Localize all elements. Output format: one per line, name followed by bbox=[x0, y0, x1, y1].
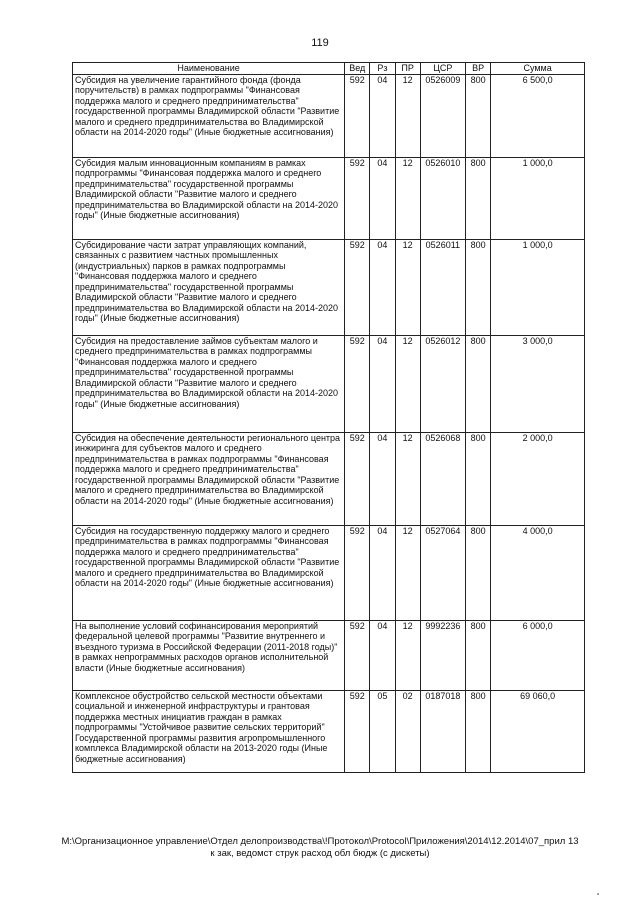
footer-path-line: M:\Организационное управление\Отдел делопроизводства\!Протокол\Protocol\Приложения\2014\12.2014\07_прил 13 bbox=[61, 836, 579, 847]
row-sum: 1 000,0 bbox=[491, 239, 585, 335]
page-number: 119 bbox=[311, 37, 329, 49]
row-pr: 12 bbox=[395, 432, 420, 525]
row-name: Субсидия на обеспечение деятельности регионального центра инжиринга для субъектов малого и среднего предпринимательства в рамках подпрограммы "Финансовая поддержка малого и среднего предпринимательства" государственной программы Владимирской области "Развитие малого и среднего предпринимательства во Владимирской области на 2014-2020 годы" (Иные бюджетные ассигнования) bbox=[73, 432, 345, 525]
table-row bbox=[73, 432, 585, 525]
row-csr: 0527064 bbox=[420, 525, 465, 620]
row-sum: 2 000,0 bbox=[491, 432, 585, 525]
table-row bbox=[73, 74, 585, 157]
row-rz: 04 bbox=[370, 74, 395, 157]
table-row bbox=[73, 239, 585, 335]
file-path-footer bbox=[0, 836, 640, 860]
row-csr: 0526068 bbox=[420, 432, 465, 525]
table-row bbox=[73, 525, 585, 620]
row-csr: 0526010 bbox=[420, 157, 465, 239]
row-ved: 592 bbox=[345, 525, 370, 620]
row-name: Комплексное обустройство сельской местности объектами социальной и инженерной инфраструктуры и грантовая поддержка местных инициатив граждан в рамках подпрограммы "Устойчивое развитие сельских территорий" Государственной программы развития агропромышленного комплекса Владимирской области на 2013-2020 годы (Иные бюджетные ассигнования) bbox=[73, 690, 345, 772]
row-csr: 0526011 bbox=[420, 239, 465, 335]
header-ved: Вед bbox=[345, 63, 370, 75]
row-name: Субсидия малым инновационным компаниям в рамках подпрограммы "Финансовая поддержка малого и среднего предпринимательства" государственной программы Владимирской области "Развитие малого и среднего предпринимательства во Владимирской области на 2014-2020 годы" (Иные бюджетные ассигнования) bbox=[73, 157, 345, 239]
header-vr: ВР bbox=[466, 63, 491, 75]
row-ved: 592 bbox=[345, 690, 370, 772]
row-rz: 04 bbox=[370, 525, 395, 620]
row-name: Субсидирование части затрат управляющих компаний, связанных с развитием частных промышленных (индустриальных) парков в рамках подпрограммы "Финансовая поддержка малого и среднего предпринимательства" государственной программы Владимирской области "Развитие малого и среднего предпринимательства во Владимирской области на 2014-2020 годы" (Иные бюджетные ассигнования) bbox=[73, 239, 345, 335]
row-rz: 04 bbox=[370, 335, 395, 432]
row-pr: 12 bbox=[395, 157, 420, 239]
row-sum: 6 000,0 bbox=[491, 620, 585, 690]
row-vr: 800 bbox=[466, 620, 491, 690]
row-ved: 592 bbox=[345, 432, 370, 525]
row-pr: 12 bbox=[395, 335, 420, 432]
row-name: Субсидия на предоставление займов субъектам малого и среднего предпринимательства в рамках подпрограммы "Финансовая поддержка малого и среднего предпринимательства" государственной программы Владимирской области "Развитие малого и среднего предпринимательства во Владимирской области на 2014-2020 годы" (Иные бюджетные ассигнования) bbox=[73, 335, 345, 432]
row-rz: 04 bbox=[370, 239, 395, 335]
header-rz: Рз bbox=[370, 63, 395, 75]
row-rz: 04 bbox=[370, 157, 395, 239]
row-name: Субсидия на государственную поддержку малого и среднего предпринимательства в рамках подпрограммы "Финансовая поддержка малого и среднего предпринимательства" государственной программы Владимирской области "Развитие малого и среднего предпринимательства во Владимирской области на 2014-2020 годы" (Иные бюджетные ассигнования) bbox=[73, 525, 345, 620]
table-row bbox=[73, 335, 585, 432]
table-row bbox=[73, 157, 585, 239]
row-pr: 12 bbox=[395, 620, 420, 690]
header-pr: ПР bbox=[395, 63, 420, 75]
header-sum: Сумма bbox=[491, 63, 585, 75]
row-name: Субсидия на увеличение гарантийного фонда (фонда поручительств) в рамках подпрограммы "Финансовая поддержка малого и среднего предпринимательства" государственной программы Владимирской области "Развитие малого и среднего предпринимательства во Владимирской области на 2014-2020 годы" (Иные бюджетные ассигнования) bbox=[73, 74, 345, 157]
row-vr: 800 bbox=[466, 525, 491, 620]
row-pr: 12 bbox=[395, 525, 420, 620]
row-csr: 0187018 bbox=[420, 690, 465, 772]
row-pr: 12 bbox=[395, 74, 420, 157]
row-sum: 69 060,0 bbox=[491, 690, 585, 772]
row-sum: 6 500,0 bbox=[491, 74, 585, 157]
row-ved: 592 bbox=[345, 239, 370, 335]
row-pr: 12 bbox=[395, 239, 420, 335]
row-csr: 0526009 bbox=[420, 74, 465, 157]
row-csr: 0526012 bbox=[420, 335, 465, 432]
row-csr: 9992236 bbox=[420, 620, 465, 690]
row-ved: 592 bbox=[345, 335, 370, 432]
row-vr: 800 bbox=[466, 157, 491, 239]
row-rz: 05 bbox=[370, 690, 395, 772]
row-vr: 800 bbox=[466, 690, 491, 772]
row-rz: 04 bbox=[370, 432, 395, 525]
row-vr: 800 bbox=[466, 335, 491, 432]
table-row bbox=[73, 620, 585, 690]
row-rz: 04 bbox=[370, 620, 395, 690]
row-pr: 02 bbox=[395, 690, 420, 772]
header-csr: ЦСР bbox=[420, 63, 465, 75]
table-row bbox=[73, 690, 585, 772]
footer-description-line: к зак, ведомст струк расход обл бюдж (с дискеты) bbox=[210, 848, 430, 859]
row-sum: 3 000,0 bbox=[491, 335, 585, 432]
row-sum: 1 000,0 bbox=[491, 157, 585, 239]
row-sum: 4 000,0 bbox=[491, 525, 585, 620]
row-ved: 592 bbox=[345, 157, 370, 239]
scan-speck bbox=[597, 893, 599, 895]
row-name: На выполнение условий софинансирования мероприятий федеральной целевой программы "Развитие внутреннего и въездного туризма в Российской Федерации (2011-2018 годы)" в рамках непрограммных расходов органов исполнительной власти (Иные бюджетные ассигнования) bbox=[73, 620, 345, 690]
budget-table bbox=[72, 62, 585, 773]
row-vr: 800 bbox=[466, 432, 491, 525]
row-ved: 592 bbox=[345, 620, 370, 690]
table-header-row bbox=[73, 63, 585, 75]
row-ved: 592 bbox=[345, 74, 370, 157]
header-name: Наименование bbox=[73, 63, 345, 75]
row-vr: 800 bbox=[466, 239, 491, 335]
row-vr: 800 bbox=[466, 74, 491, 157]
